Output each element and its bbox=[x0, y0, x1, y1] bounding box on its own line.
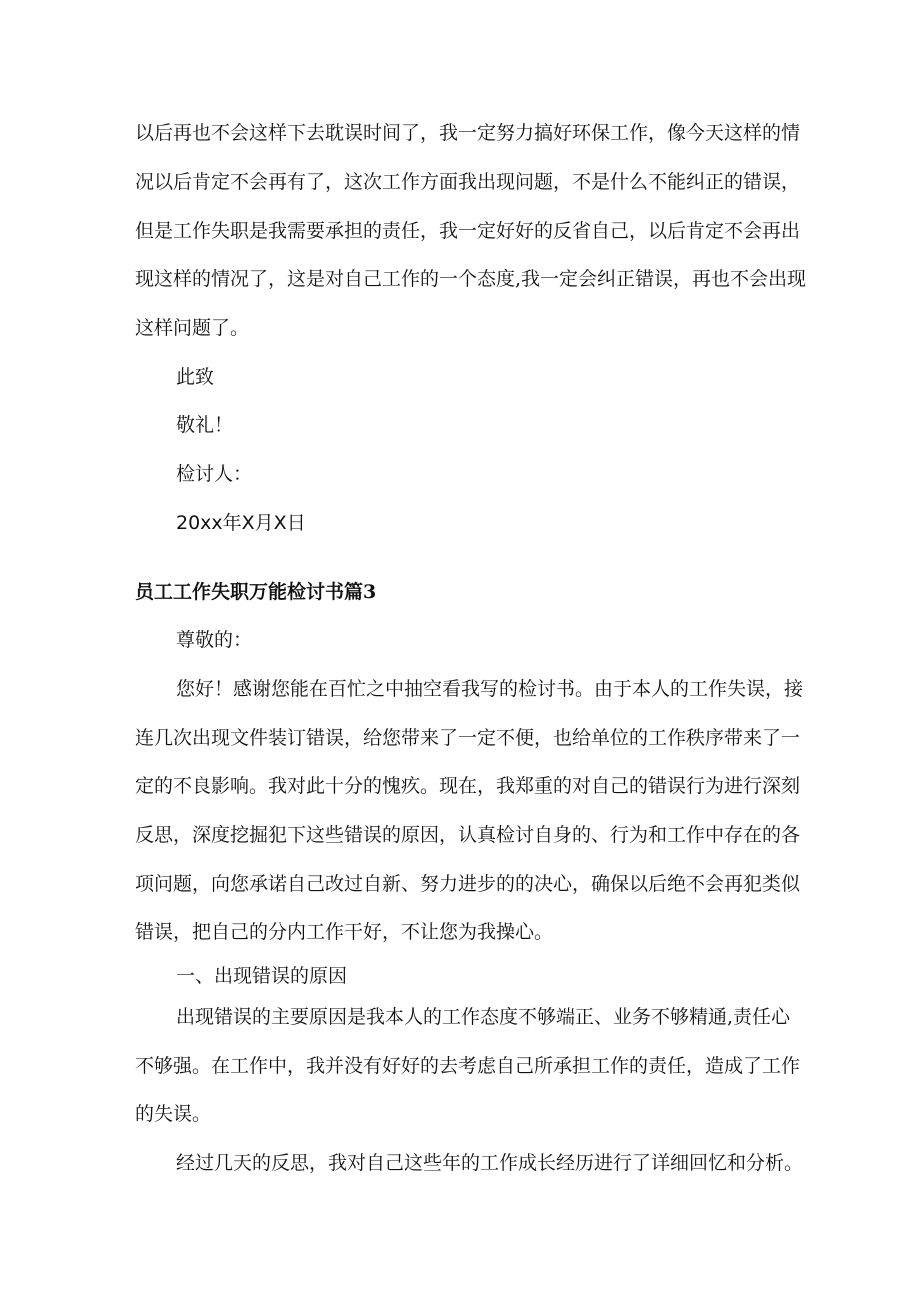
closing-respect: 敬礼！ bbox=[176, 414, 234, 436]
paragraph-line: 的失误。 bbox=[135, 1103, 212, 1125]
paragraph-line: 定的不良影响。我对此十分的愧疚。现在，我郑重的对自己的错误行为进行深刻 bbox=[135, 775, 801, 797]
paragraph-line: 项问题，向您承诺自己改过自新、努力进步的的决心，确保以后绝不会再犯类似 bbox=[135, 873, 801, 895]
greeting: 尊敬的： bbox=[176, 629, 253, 651]
paragraph-line: 反思，深度挖掘犯下这些错误的原因，认真检讨自身的、行为和工作中存在的各 bbox=[135, 824, 801, 846]
paragraph-line: 连几次出现文件装订错误，给您带来了一定不便，也给单位的工作秩序带来了一 bbox=[135, 727, 801, 749]
paragraph-line: 现这样的情况了，这是对自己工作的一个态度,我一定会纠正错误，再也不会出现 bbox=[135, 268, 807, 290]
paragraph-line: 以后再也不会这样下去耽误时间了，我一定努力搞好环保工作，像今天这样的情 bbox=[135, 122, 801, 144]
paragraph-line: 这样问题了。 bbox=[135, 317, 250, 339]
section-title: 员工工作失职万能检讨书篇3 bbox=[135, 581, 377, 603]
paragraph-line: 但是工作失职是我需要承担的责任，我一定好好的反省自己，以后肯定不会再出 bbox=[135, 220, 801, 242]
paragraph-line: 不够强。在工作中，我并没有好好的去考虑自己所承担工作的责任，造成了工作 bbox=[135, 1055, 801, 1077]
reviewer-label: 检讨人： bbox=[176, 463, 253, 485]
subheading: 一、出现错误的原因 bbox=[176, 965, 348, 987]
paragraph-line: 您好！感谢您能在百忙之中抽空看我写的检讨书。由于本人的工作失误，接 bbox=[176, 678, 804, 700]
paragraph-line: 出现错误的主要原因是我本人的工作态度不够端正、业务不够精通,责任心 bbox=[176, 1006, 791, 1028]
date-line: 20xx年X月X日 bbox=[176, 512, 306, 534]
paragraph-line: 经过几天的反思，我对自己这些年的工作成长经历进行了详细回忆和分析。 bbox=[176, 1152, 804, 1174]
paragraph-line: 况以后肯定不会再有了，这次工作方面我出现问题，不是什么不能纠正的错误， bbox=[135, 171, 801, 193]
closing-salutation: 此致 bbox=[176, 366, 215, 388]
paragraph-line: 错误，把自己的分内工作干好，不让您为我操心。 bbox=[135, 921, 554, 943]
